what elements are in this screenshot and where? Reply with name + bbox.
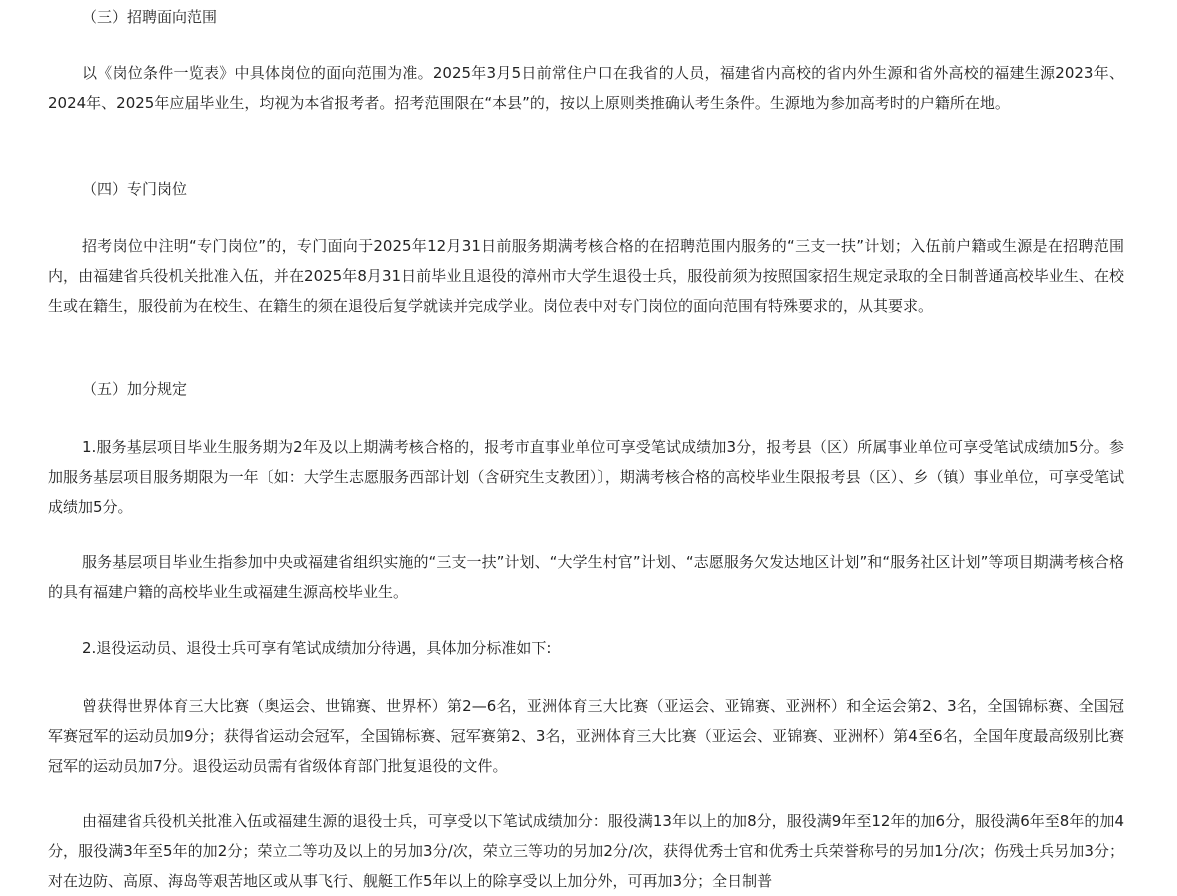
bonus-soldiers-paragraph: 由福建省兵役机关批准入伍或福建生源的退役士兵，可享受以下笔试成绩加分：服役满13年以上的加8分，服役满9年至12年的加6分，服役满6年至8年的加4分，服役满3年至5年的加2分；荣立二等功及以上的另加3分/次，荣立三等功的另加2分/次，获得优秀士官和优秀士兵荣誉称号的另加1分/次；伤残士兵另加3分；对在边防、高原、海岛等艰苦地区或从事飞行、舰艇工作5年以上的除享受以上加分外，可再加3分；全日制普: [48, 812, 1124, 890]
special-posts-paragraph: 招考岗位中注明“专门岗位”的，专门面向于2025年12月31日前服务期满考核合格的在招聘范围内服务的“三支一扶”计划；入伍前户籍或生源是在招聘范围内，由福建省兵役机关批准入伍，并在2025年8月31日前毕业且退役的漳州市大学生退役士兵，服役前须为按照国家招生规定录取的全日制普通高校毕业生、在校生或在籍生，服役前为在校生、在籍生的须在退役后复学就读并完成学业。岗位表中对专门岗位的面向范围有特殊要求的，从其要求。: [48, 237, 1124, 315]
recruit-scope-paragraph: 以《岗位条件一览表》中具体岗位的面向范围为准。2025年3月5日前常住户口在我省的人员，福建省内高校的省内外生源和省外高校的福建生源2023年、2024年、2025年应届毕业生，均视为本省报考者。招考范围限在“本县”的，按以上原则类推确认考生条件。生源地为参加高考时的户籍所在地。: [48, 64, 1124, 112]
section-heading-bonus-points: （五）加分规定: [82, 380, 188, 398]
section-heading-special-posts: （四）专门岗位: [82, 180, 188, 198]
section-heading-recruit-scope: （三）招聘面向范围: [82, 8, 218, 26]
bonus-item-1-note-paragraph: 服务基层项目毕业生指参加中央或福建省组织实施的“三支一扶”计划、“大学生村官”计划、“志愿服务欠发达地区计划”和“服务社区计划”等项目期满考核合格的具有福建户籍的高校毕业生或福建生源高校毕业生。: [48, 553, 1124, 601]
bonus-item-1-paragraph: 1.服务基层项目毕业生服务期为2年及以上期满考核合格的，报考市直事业单位可享受笔试成绩加3分，报考县（区）所属事业单位可享受笔试成绩加5分。参加服务基层项目服务期限为一年〔如：大学生志愿服务西部计划（含研究生支教团）〕，期满考核合格的高校毕业生限报考县（区）、乡（镇）事业单位，可享受笔试成绩加5分。: [48, 438, 1124, 516]
bonus-athletes-paragraph: 曾获得世界体育三大比赛（奥运会、世锦赛、世界杯）第2—6名，亚洲体育三大比赛（亚运会、亚锦赛、亚洲杯）和全运会第2、3名，全国锦标赛、全国冠军赛冠军的运动员加9分；获得省运动会冠军，全国锦标赛、冠军赛第2、3名，亚洲体育三大比赛（亚运会、亚锦赛、亚洲杯）第4至6名，全国年度最高级别比赛冠军的运动员加7分。退役运动员需有省级体育部门批复退役的文件。: [48, 697, 1124, 775]
bonus-item-2-paragraph: 2.退役运动员、退役士兵可享有笔试成绩加分待遇，具体加分标准如下:: [82, 639, 552, 657]
